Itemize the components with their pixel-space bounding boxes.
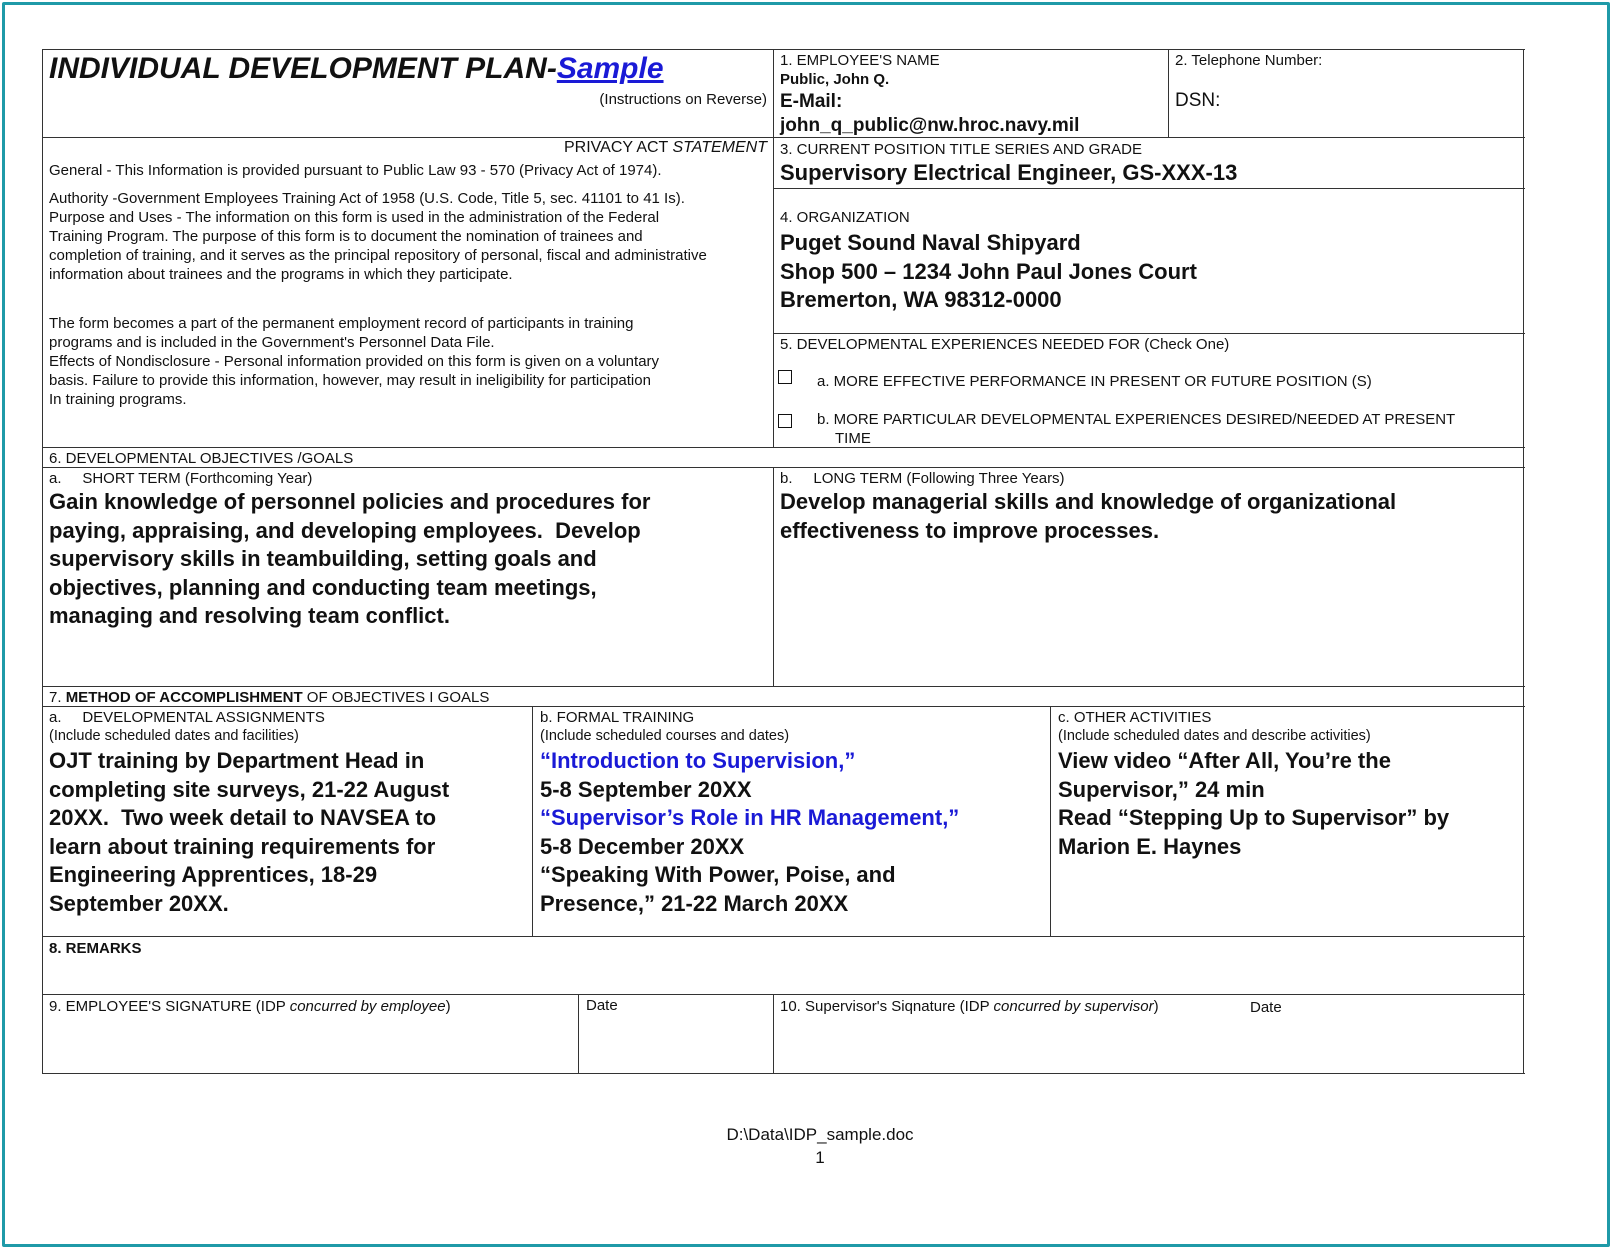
assignments-line: Engineering Apprentices, 18-29 — [49, 862, 378, 888]
method-label-suffix: OF OBJECTIVES I GOALS — [302, 689, 490, 706]
employee-signature-text: 9. EMPLOYEE'S SIGNATURE (IDP — [49, 998, 290, 1015]
short-term-label: a. SHORT TERM (Forthcoming Year) — [49, 470, 313, 487]
sample-link[interactable]: Sample — [556, 52, 664, 85]
page-title — [49, 52, 664, 86]
assignments-label: a. DEVELOPMENTAL ASSIGNMENTS — [49, 709, 325, 726]
privacy-general: General - This Information is provided pursuant to Public Law 93 - 570 (Privacy Act of 1974). — [49, 162, 662, 179]
privacy-line: completion of training, and it serves as the principal repository of personal, fiscal and administrative — [49, 247, 707, 264]
course-title: “Introduction to Supervision,” — [540, 748, 856, 773]
activity-line: Supervisor,” 24 min — [1058, 776, 1265, 802]
other-activities-text[interactable] — [1058, 747, 1449, 861]
supervisor-signature-field[interactable] — [775, 1018, 1521, 1071]
employee-signature-label — [49, 997, 451, 1016]
method-label-bold: METHOD OF ACCOMPLISHMENT — [65, 689, 303, 706]
supervisor-signature-italic: concurred by supervisor — [993, 998, 1154, 1015]
privacy-line: In training programs. — [49, 391, 187, 408]
privacy-line: Purpose and Uses - The information on this form is used in the administration of the Federal — [49, 209, 660, 226]
privacy-line: The form becomes a part of the permanent employment record of participants in training — [49, 315, 634, 332]
course-dates: Presence,” 21-22 March 20XX — [540, 890, 849, 916]
course-dates: 5-8 September 20XX — [540, 776, 752, 802]
assignments-text[interactable] — [49, 747, 449, 919]
option-b-label — [817, 410, 1455, 448]
short-term-line: objectives, planning and conducting team meetings, — [49, 574, 597, 600]
remarks-label: 8. REMARKS — [49, 940, 142, 957]
option-a-checkbox[interactable] — [778, 370, 792, 384]
supervisor-signature-label — [780, 997, 1159, 1016]
employee-signature-field[interactable] — [44, 1018, 576, 1071]
organization-line: Puget Sound Naval Shipyard — [780, 230, 1081, 255]
privacy-line: Training Program. The purpose of this form is to document the nomination of trainees and — [49, 228, 643, 245]
method-label — [49, 688, 489, 707]
other-activities-sub: (Include scheduled dates and describe activities) — [1058, 728, 1371, 744]
assignments-line: September 20XX. — [49, 890, 229, 916]
activity-line: Marion E. Haynes — [1058, 833, 1242, 859]
privacy-line: Effects of Nondisclosure - Personal information provided on this form is given on a voluntary — [49, 353, 660, 370]
organization-label: 4. ORGANIZATION — [780, 209, 910, 226]
privacy-line: basis. Failure to provide this information, however, may result in ineligibility for participation — [49, 372, 651, 389]
employee-date-label: Date — [586, 997, 618, 1014]
privacy-heading — [500, 139, 767, 157]
option-a-label: a. MORE EFFECTIVE PERFORMANCE IN PRESENT OR FUTURE POSITION (S) — [817, 373, 1372, 390]
email-value[interactable]: john_q_public@nw.hroc.navy.mil — [780, 115, 1080, 136]
position-label: 3. CURRENT POSITION TITLE SERIES AND GRADE — [780, 141, 1143, 158]
supervisor-signature-close: ) — [1153, 998, 1159, 1015]
assignments-sub: (Include scheduled dates and facilities) — [49, 728, 299, 744]
formal-training-label: b. FORMAL TRAINING — [540, 709, 695, 726]
remarks-field[interactable] — [44, 958, 1522, 992]
title-text: INDIVIDUAL DEVELOPMENT PLAN- — [49, 52, 557, 85]
privacy-heading-text: PRIVACY ACT — [564, 139, 673, 156]
organization-value[interactable] — [780, 229, 1197, 315]
activity-line: View video “After All, You’re the — [1058, 748, 1391, 773]
formal-training-sub: (Include scheduled courses and dates) — [540, 728, 790, 744]
assignments-line: learn about training requirements for — [49, 833, 436, 859]
organization-line: Shop 500 – 1234 John Paul Jones Court — [780, 258, 1197, 284]
short-term-line: supervisory skills in teambuilding, setting goals and — [49, 546, 597, 572]
experiences-label: 5. DEVELOPMENTAL EXPERIENCES NEEDED FOR (Check One) — [780, 336, 1230, 353]
email-label: E-Mail: — [780, 91, 843, 112]
objectives-label: 6. DEVELOPMENTAL OBJECTIVES /GOALS — [49, 450, 354, 467]
telephone-label: 2. Telephone Number: — [1175, 52, 1323, 69]
privacy-authority — [49, 189, 707, 284]
privacy-line: information about trainees and the programs in which they participate. — [49, 266, 513, 283]
privacy-record — [49, 314, 659, 409]
instructions-note: (Instructions on Reverse) — [599, 91, 767, 108]
employee-name-value[interactable]: Public, John Q. — [780, 71, 890, 88]
assignments-line: OJT training by Department Head in — [49, 748, 425, 773]
option-b-line: b. MORE PARTICULAR DEVELOPMENTAL EXPERIENCES DESIRED/NEEDED AT PRESENT — [817, 411, 1456, 428]
supervisor-signature-text: 10. Supervisor's Siqnature (IDP — [780, 998, 994, 1015]
option-b-line: TIME — [835, 430, 871, 447]
formal-training-text[interactable] — [540, 747, 959, 919]
long-term-line: effectiveness to improve processes. — [780, 517, 1160, 543]
footer-page-number: 1 — [815, 1148, 825, 1167]
other-activities-label: c. OTHER ACTIVITIES — [1058, 709, 1212, 726]
privacy-line: programs and is included in the Government's Personnel Data File. — [49, 334, 495, 351]
long-term-label: b. LONG TERM (Following Three Years) — [780, 470, 1065, 487]
short-term-line: paying, appraising, and developing employees. Develop — [49, 517, 641, 543]
assignments-line: 20XX. Two week detail to NAVSEA to — [49, 805, 437, 831]
privacy-heading-italic: STATEMENT — [672, 139, 767, 156]
long-term-text[interactable] — [780, 488, 1396, 545]
short-term-line: Gain knowledge of personnel policies and procedures for — [49, 489, 651, 514]
assignments-line: completing site surveys, 21-22 August — [49, 776, 450, 802]
footer-file-path: D:\Data\IDP_sample.doc — [726, 1125, 914, 1144]
employee-signature-close: ) — [445, 998, 451, 1015]
short-term-line: managing and resolving team conflict. — [49, 603, 450, 629]
method-label-number: 7. — [49, 689, 66, 706]
supervisor-date-label: Date — [1250, 999, 1282, 1016]
option-b-checkbox[interactable] — [778, 414, 792, 428]
short-term-text[interactable] — [49, 488, 650, 631]
course-title: “Speaking With Power, Poise, and — [540, 862, 896, 888]
course-dates: 5-8 December 20XX — [540, 833, 745, 859]
employee-signature-italic: concurred by employee — [289, 998, 446, 1015]
activity-line: Read “Stepping Up to Supervisor” by — [1058, 805, 1450, 831]
course-title: “Supervisor’s Role in HR Management,” — [540, 805, 960, 831]
position-value[interactable]: Supervisory Electrical Engineer, GS-XXX-13 — [780, 160, 1238, 185]
dsn-label: DSN: — [1175, 90, 1221, 111]
privacy-line: Authority -Government Employees Training Act of 1958 (U.S. Code, Title 5, sec. 41101 to 41 Is). — [49, 190, 685, 207]
long-term-line: Develop managerial skills and knowledge of organizational — [780, 489, 1397, 514]
organization-line: Bremerton, WA 98312-0000 — [780, 287, 1062, 313]
employee-name-label: 1. EMPLOYEE'S NAME — [780, 52, 940, 69]
